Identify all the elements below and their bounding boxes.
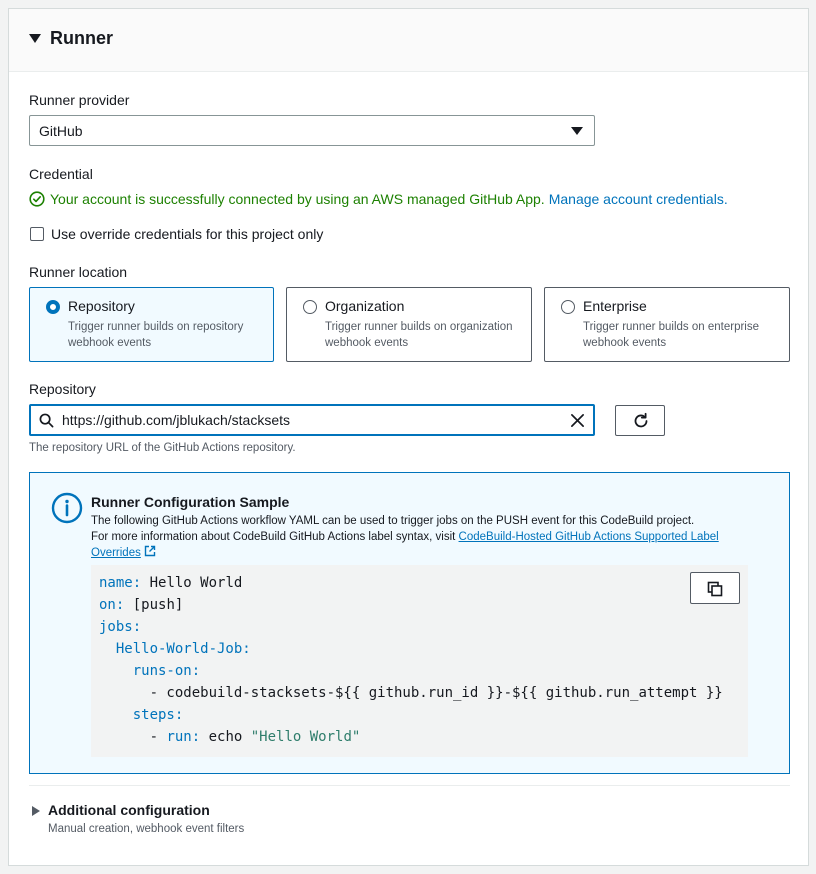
- yaml-code-block: [91, 565, 748, 757]
- runner-config-sample: [29, 472, 790, 774]
- repository-search-input[interactable]: [29, 404, 595, 436]
- credential-label: Credential: [29, 166, 93, 182]
- refresh-button[interactable]: [615, 405, 665, 436]
- code-token: steps:: [99, 707, 184, 723]
- override-credentials-checkbox[interactable]: [30, 227, 44, 241]
- code-token: on:: [99, 597, 125, 613]
- code-token: name:: [99, 575, 142, 591]
- location-option-desc: Trigger runner builds on repository webhook events: [68, 321, 244, 349]
- refresh-icon: [632, 412, 650, 430]
- radio-icon[interactable]: [561, 300, 575, 314]
- repository-label: Repository: [29, 381, 96, 397]
- location-option-desc: Trigger runner builds on enterprise webhook events: [583, 321, 759, 349]
- location-option-repository[interactable]: [29, 287, 274, 362]
- close-icon[interactable]: [570, 413, 585, 428]
- runner-provider-label: Runner provider: [29, 92, 130, 108]
- caret-right-icon[interactable]: [32, 806, 40, 816]
- runner-provider-select[interactable]: [29, 115, 595, 146]
- location-option-title: Organization: [325, 298, 405, 314]
- sample-desc-line1: The following GitHub Actions workflow YAML can be used to trigger jobs on the PUSH event for this CodeBuild project.: [91, 515, 695, 527]
- code-token: Hello-World-Job:: [99, 641, 251, 657]
- location-option-title: Repository: [68, 298, 135, 314]
- copy-button[interactable]: [690, 572, 740, 604]
- info-icon: [51, 492, 83, 524]
- credential-status: [29, 191, 728, 207]
- sample-title: Runner Configuration Sample: [91, 494, 290, 510]
- location-option-desc: Trigger runner builds on organization webhook events: [325, 321, 513, 349]
- label-overrides-link[interactable]: CodeBuild-Hosted GitHub Actions Supported Label Overrides: [91, 531, 719, 559]
- runner-location-label: Runner location: [29, 264, 128, 280]
- repository-hint: The repository URL of the GitHub Actions repository.: [29, 442, 296, 454]
- location-option-title: Enterprise: [583, 298, 647, 314]
- manage-credentials-link[interactable]: Manage account credentials.: [548, 191, 728, 207]
- code-token: run:: [166, 729, 201, 745]
- runner-provider-value: GitHub: [39, 123, 83, 139]
- repository-url-value[interactable]: https://github.com/jblukach/stacksets: [62, 412, 290, 428]
- additional-configuration-desc: Manual creation, webhook event filters: [48, 823, 245, 835]
- radio-icon[interactable]: [303, 300, 317, 314]
- code-token: "Hello World": [250, 729, 361, 745]
- external-link-icon[interactable]: [144, 545, 156, 557]
- code-token: runs-on:: [99, 663, 201, 679]
- code-token: - codebuild-stacksets-${{ github.run_id }}-${{ github.run_attempt }}: [99, 685, 723, 701]
- additional-configuration-toggle[interactable]: Additional configuration: [48, 802, 210, 818]
- code-token: jobs:: [99, 619, 142, 635]
- search-icon: [39, 413, 54, 428]
- sample-description: [91, 513, 761, 561]
- radio-selected-icon[interactable]: [46, 300, 60, 314]
- caret-down-icon[interactable]: [29, 34, 41, 43]
- section-title: Runner: [50, 28, 113, 48]
- status-success-icon: [29, 191, 45, 207]
- override-credentials-label[interactable]: Use override credentials for this project only: [51, 226, 324, 242]
- caret-down-icon: [571, 127, 583, 135]
- location-option-enterprise[interactable]: [544, 287, 790, 362]
- code-token: echo: [200, 729, 251, 745]
- runner-panel: [8, 8, 809, 866]
- sample-desc-line2: For more information about CodeBuild GitHub Actions label syntax, visit: [91, 531, 456, 543]
- copy-icon: [707, 581, 723, 597]
- credential-status-text: Your account is successfully connected by using an AWS managed GitHub App.: [50, 191, 545, 207]
- code-token: -: [99, 729, 167, 745]
- code-token: [push]: [124, 597, 184, 613]
- code-token: Hello World: [141, 575, 243, 591]
- runner-panel-header[interactable]: [9, 9, 808, 72]
- location-option-organization[interactable]: [286, 287, 532, 362]
- divider: [29, 785, 790, 786]
